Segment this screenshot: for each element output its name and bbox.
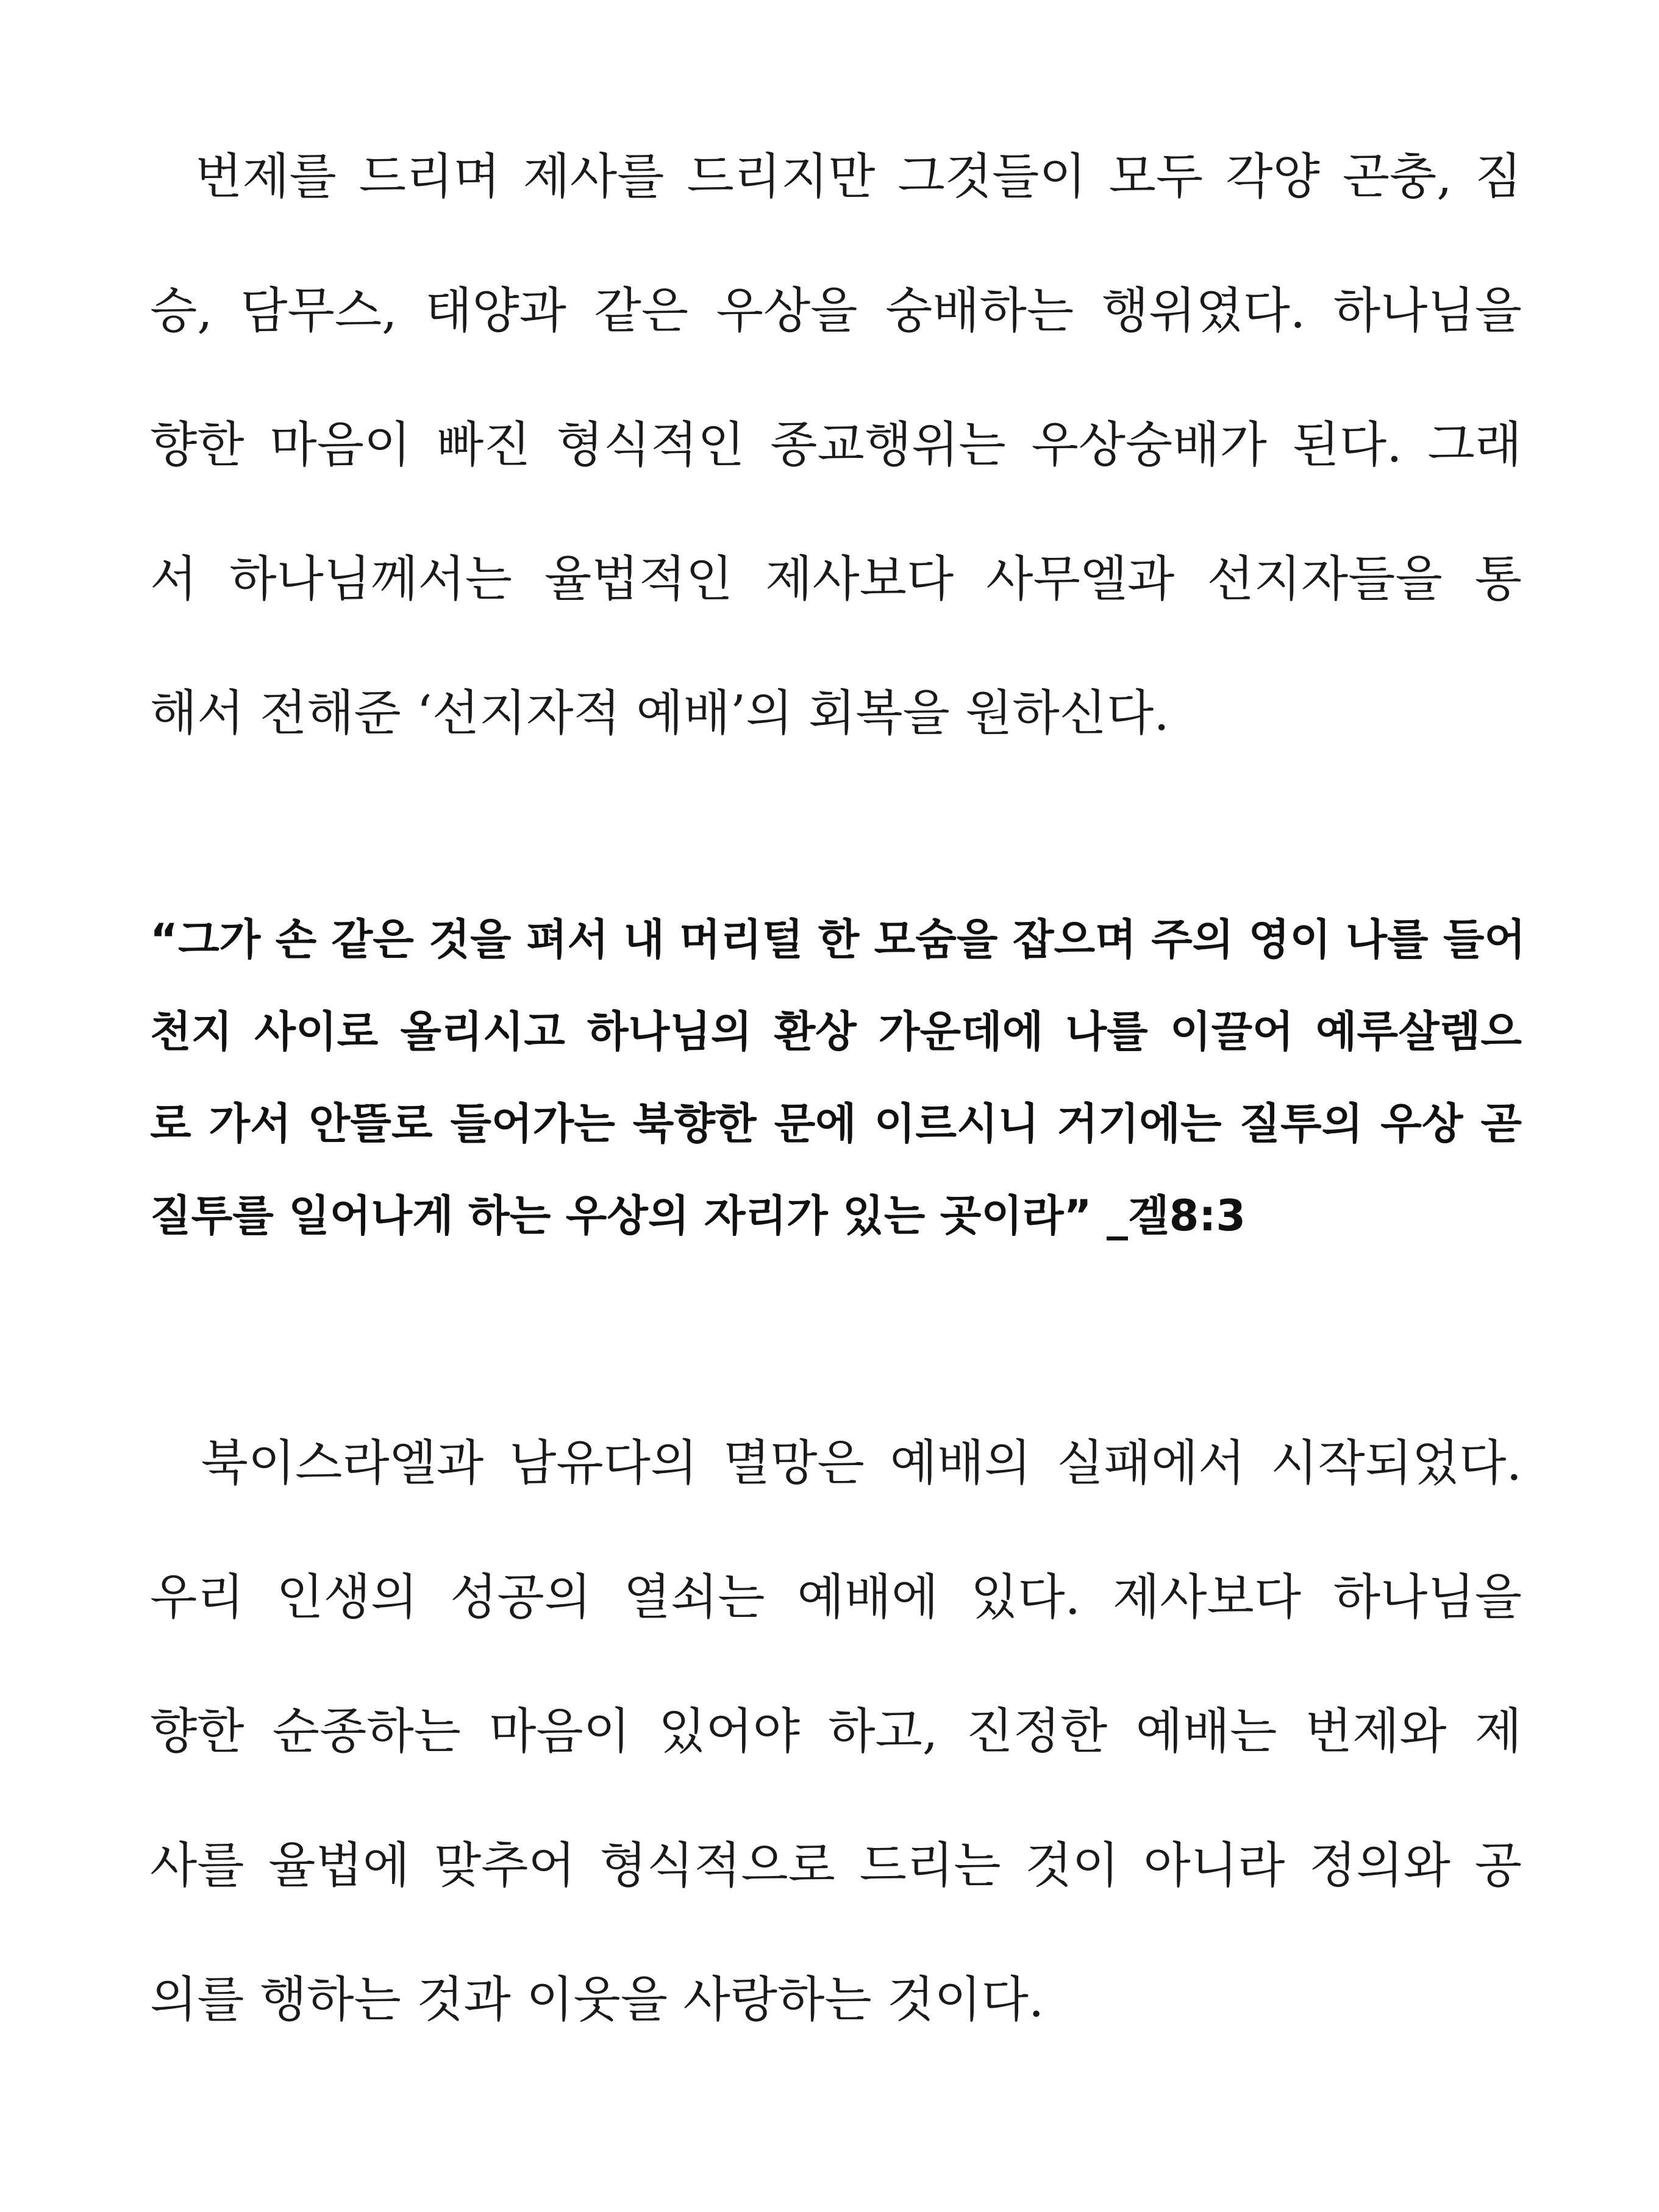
- paragraph-1-line: 해서 전해준 ‘선지자적 예배’의 회복을 원하신다.: [150, 685, 1169, 741]
- paragraph-1-line: 번제를 드리며 제사를 드리지만 그것들이 모두 각양 곤충, 짐: [150, 148, 1522, 205]
- paragraph-2-line: 우리 인생의 성공의 열쇠는 예배에 있다. 제사보다 하나님을: [150, 1569, 1522, 1625]
- quote-line: 천지 사이로 올리시고 하나님의 환상 가운데에 나를 이끌어 예루살렘으: [150, 1007, 1522, 1057]
- paragraph-2-line: 북이스라엘과 남유다의 멸망은 예배의 실패에서 시작되었다.: [150, 1435, 1522, 1491]
- paragraph-1-line: 서 하나님께서는 율법적인 제사보다 사무엘과 선지자들을 통: [150, 551, 1522, 607]
- quote-line: “그가 손 같은 것을 펴서 내 머리털 한 모숨을 잡으며 주의 영이 나를 들어: [150, 915, 1526, 965]
- paragraph-1-line: 향한 마음이 빠진 형식적인 종교행위는 우상숭배가 된다. 그래: [150, 416, 1522, 473]
- quote-line: 질투를 일어나게 하는 우상의 자리가 있는 곳이라” _겔8:3: [150, 1191, 1246, 1241]
- paragraph-2-line: 의를 행하는 것과 이웃을 사랑하는 것이다.: [150, 1971, 1044, 2028]
- quote-line: 로 가서 안뜰로 들어가는 북향한 문에 이르시니 거기에는 질투의 우상 곧: [150, 1099, 1522, 1149]
- paragraph-2-line: 향한 순종하는 마음이 있어야 하고, 진정한 예배는 번제와 제: [150, 1703, 1522, 1760]
- paragraph-1-line: 승, 담무스, 태양과 같은 우상을 숭배하는 행위였다. 하나님을: [150, 282, 1522, 339]
- paragraph-2-line: 사를 율법에 맞추어 형식적으로 드리는 것이 아니라 정의와 공: [150, 1837, 1522, 1894]
